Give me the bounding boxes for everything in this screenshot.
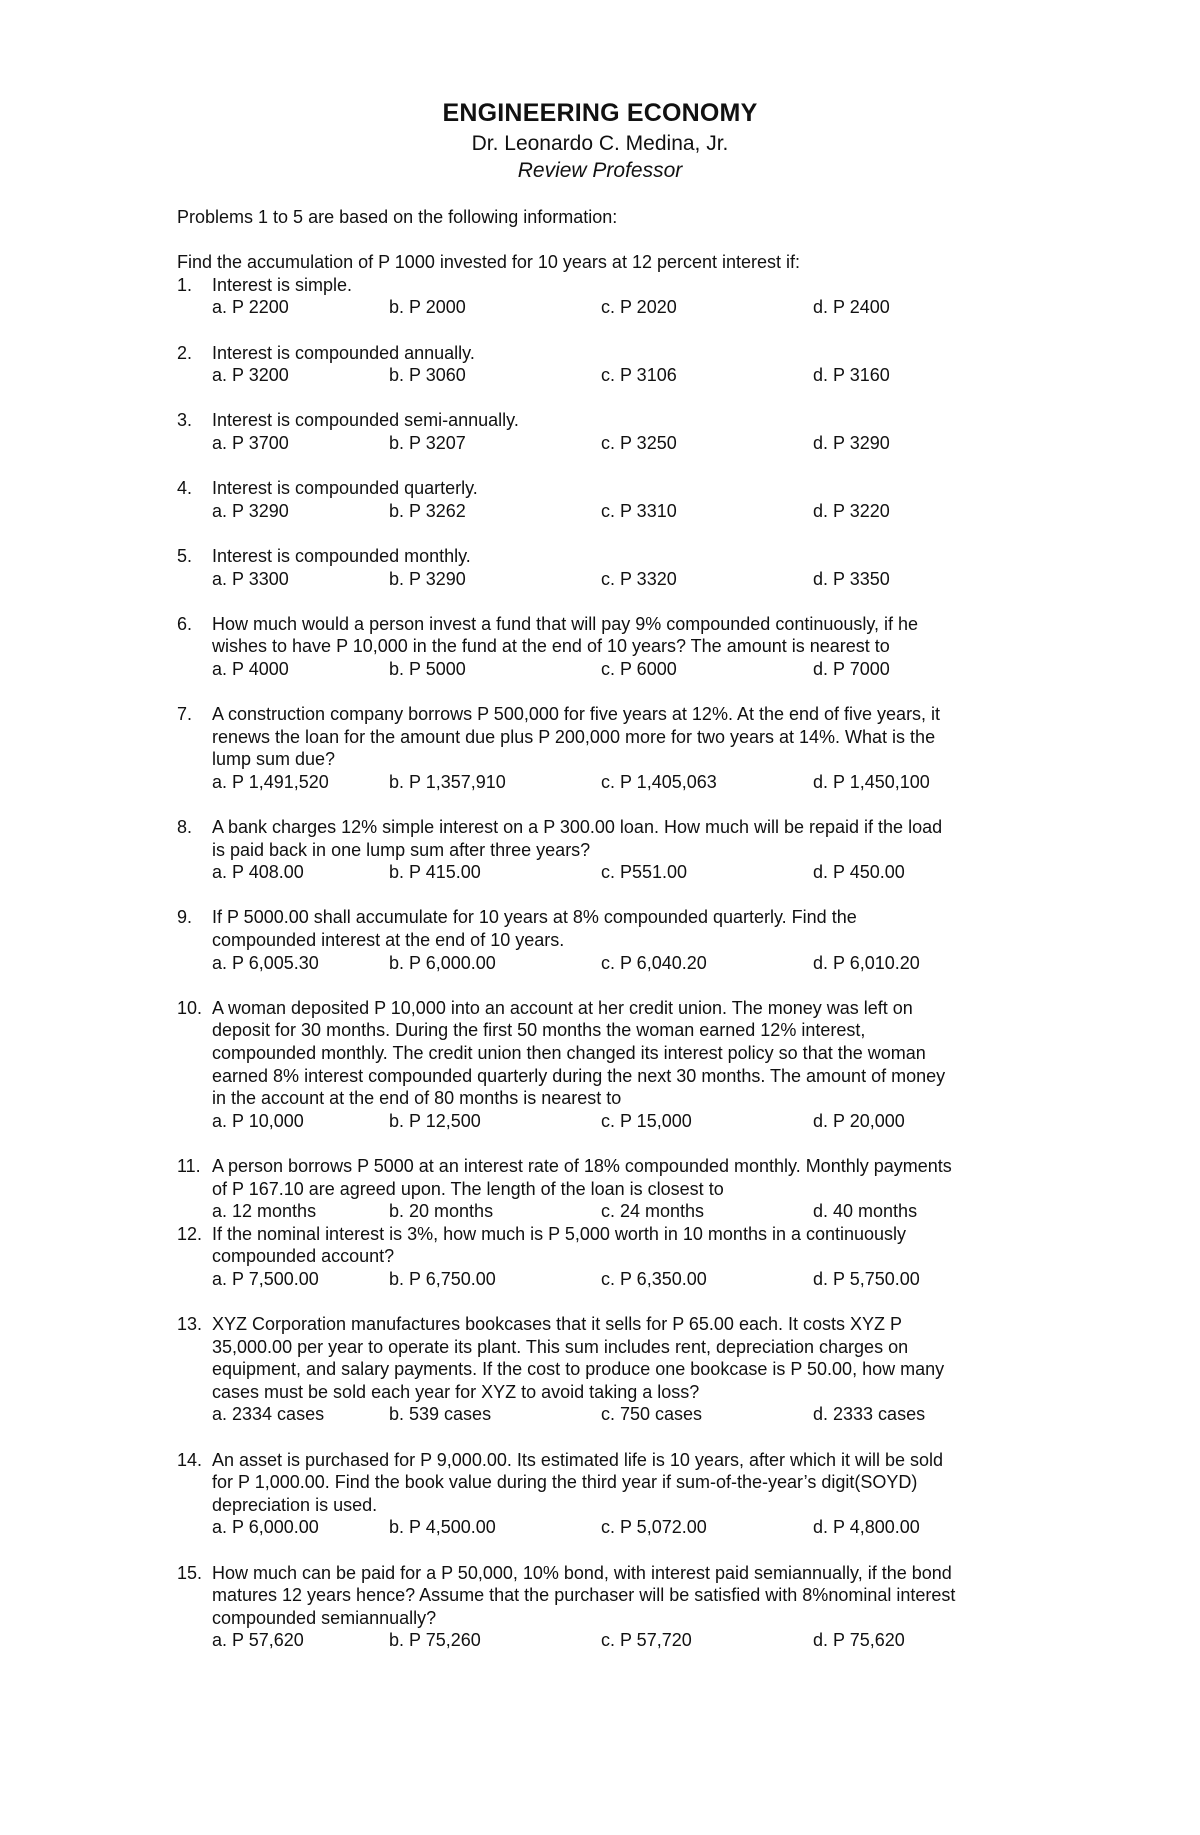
question-number: 9. bbox=[177, 907, 193, 928]
question-text: A construction company borrows P 500,000 for five years at 12%. At the end of five years, it renews the loan for the amount due plus P 200,000 more for two years at 14%. What is the lump sum due? bbox=[212, 704, 941, 770]
question-text: If P 5000.00 shall accumulate for 10 years at 8% compounded quarterly. Find the compounded interest at the end of 10 years. bbox=[212, 907, 857, 950]
choice-row bbox=[212, 296, 1037, 319]
choice-a: a. 2334 cases bbox=[212, 1404, 325, 1425]
question-text: A bank charges 12% simple interest on a P 300.00 loan. How much will be repaid if the load is paid back in one lump sum after three years? bbox=[212, 817, 943, 860]
choice-b: b. P 6,750.00 bbox=[389, 1268, 496, 1289]
question-text: Interest is simple. bbox=[212, 274, 353, 295]
choice-d: d. P 2400 bbox=[813, 297, 890, 318]
question-item bbox=[177, 545, 1037, 590]
author-name: Dr. Leonardo C. Medina, Jr. bbox=[471, 132, 729, 155]
question-item bbox=[177, 342, 1037, 387]
question-item bbox=[177, 1449, 1037, 1539]
question-item bbox=[177, 1155, 1037, 1223]
choice-row bbox=[212, 432, 1037, 455]
choice-a: a. P 3290 bbox=[212, 500, 289, 521]
choice-b: b. P 3207 bbox=[389, 432, 466, 453]
choice-b: b. P 6,000.00 bbox=[389, 952, 496, 973]
question-number: 13. bbox=[177, 1314, 203, 1335]
choice-a: a. P 7,500.00 bbox=[212, 1268, 319, 1289]
choice-d: d. P 450.00 bbox=[813, 862, 905, 883]
choice-b: b. P 3290 bbox=[389, 568, 466, 589]
choice-a: a. 12 months bbox=[212, 1201, 317, 1222]
choice-d: d. P 20,000 bbox=[813, 1110, 905, 1131]
choice-c: c. P 3310 bbox=[601, 500, 677, 521]
choice-c: c. P 6,350.00 bbox=[601, 1268, 707, 1289]
question-text: Interest is compounded semi-annually. bbox=[212, 410, 519, 431]
question-number: 11. bbox=[177, 1155, 201, 1176]
choice-b: b. P 5000 bbox=[389, 658, 466, 679]
question-text: How much would a person invest a fund that will pay 9% compounded continuously, if he wishes to have P 10,000 in the fund at the end of 10 years? The amount is nearest to bbox=[212, 613, 919, 657]
intro-line-2: Find the accumulation of P 1000 invested for 10 years at 12 percent interest if: bbox=[177, 252, 801, 273]
choice-b: b. P 2000 bbox=[389, 297, 466, 318]
choice-a: a. P 6,005.30 bbox=[212, 952, 319, 973]
choice-row bbox=[212, 1516, 1037, 1539]
choice-b: b. P 4,500.00 bbox=[389, 1517, 496, 1538]
choice-a: a. P 57,620 bbox=[212, 1630, 304, 1651]
question-text: How much can be paid for a P 50,000, 10% bond, with interest paid semiannually, if the bond matures 12 years hence? Assume that the purchaser will be satisfied with 8%nominal interest compounded semiannually? bbox=[212, 1562, 956, 1628]
choice-d: d. 2333 cases bbox=[813, 1404, 926, 1425]
question-item bbox=[177, 1313, 1037, 1426]
question-number: 12. bbox=[177, 1223, 203, 1244]
intro-line-1: Problems 1 to 5 are based on the following information: bbox=[177, 207, 618, 227]
choice-d: d. P 75,620 bbox=[813, 1630, 905, 1651]
choice-row bbox=[212, 568, 1037, 591]
choice-a: a. P 3300 bbox=[212, 568, 289, 589]
choice-row bbox=[212, 364, 1037, 387]
choice-c: c. P 6,040.20 bbox=[601, 952, 707, 973]
question-item bbox=[177, 703, 1037, 793]
choice-c: c. P 15,000 bbox=[601, 1110, 692, 1131]
choice-b: b. P 12,500 bbox=[389, 1110, 481, 1131]
choice-d: d. P 4,800.00 bbox=[813, 1517, 920, 1538]
choice-row bbox=[212, 952, 1037, 975]
question-number: 7. bbox=[177, 704, 193, 725]
choice-b: b. P 3262 bbox=[389, 500, 466, 521]
question-item bbox=[177, 409, 1037, 454]
choice-b: b. P 1,357,910 bbox=[389, 771, 506, 792]
question-text: Interest is compounded monthly. bbox=[212, 545, 471, 566]
question-item bbox=[177, 997, 1037, 1133]
question-number: 14. bbox=[177, 1449, 203, 1470]
question-number: 8. bbox=[177, 817, 193, 838]
choice-row bbox=[212, 1200, 1037, 1223]
choice-row bbox=[212, 1110, 1037, 1133]
choice-c: c. P 3250 bbox=[601, 432, 677, 453]
question-text: If the nominal interest is 3%, how much is P 5,000 worth in 10 months in a continuously compounded account? bbox=[212, 1223, 907, 1267]
choice-row bbox=[212, 1403, 1037, 1426]
choice-row bbox=[212, 1268, 1037, 1291]
choice-c: c. P 1,405,063 bbox=[601, 771, 717, 792]
choice-b: b. P 3060 bbox=[389, 365, 466, 386]
question-number: 6. bbox=[177, 613, 193, 634]
choice-d: d. P 6,010.20 bbox=[813, 952, 920, 973]
question-item bbox=[177, 906, 1037, 974]
choice-row bbox=[212, 1629, 1037, 1652]
choice-c: c. P 3106 bbox=[601, 365, 677, 386]
question-item bbox=[177, 816, 1037, 884]
choice-c: c. P 2020 bbox=[601, 297, 677, 318]
question-text: XYZ Corporation manufactures bookcases that it sells for P 65.00 each. It costs XYZ P 35,000.00 per year to operate its plant. This sum includes rent, depreciation charges on equipment, and salary payments. If the cost to produce one bookcase is P 50.00, how many cases must be sold each year for XYZ to avoid taking a loss? bbox=[212, 1314, 945, 1402]
choice-row bbox=[212, 658, 1037, 681]
choice-c: c. 750 cases bbox=[601, 1404, 703, 1425]
choice-b: b. 539 cases bbox=[389, 1404, 492, 1425]
choice-row bbox=[212, 861, 1037, 884]
question-number: 4. bbox=[177, 478, 193, 499]
choice-c: c. P 3320 bbox=[601, 568, 677, 589]
choice-b: b. P 75,260 bbox=[389, 1630, 481, 1651]
choice-a: a. P 1,491,520 bbox=[212, 771, 329, 792]
choice-d: d. P 3350 bbox=[813, 568, 890, 589]
choice-d: d. 40 months bbox=[813, 1201, 918, 1222]
choice-c: c. P 57,720 bbox=[601, 1630, 692, 1651]
choice-c: c. P551.00 bbox=[601, 862, 688, 883]
choice-row bbox=[212, 500, 1037, 523]
question-text: A woman deposited P 10,000 into an account at her credit union. The money was left on deposit for 30 months. During the first 50 months the woman earned 12% interest, compounded monthly. The credit union then changed its interest policy so that the woman earned 8% interest compounded quarterly during the next 30 months. The amount of money in the account at the end of 80 months is nearest to bbox=[212, 997, 946, 1109]
choice-b: b. 20 months bbox=[389, 1201, 494, 1222]
choice-d: d. P 3160 bbox=[813, 365, 890, 386]
question-item bbox=[177, 477, 1037, 522]
question-text: A person borrows P 5000 at an interest rate of 18% compounded monthly. Monthly payments of P 167.10 are agreed upon. The length of the loan is closest to bbox=[212, 1155, 952, 1199]
choice-d: d. P 7000 bbox=[813, 658, 890, 679]
question-item bbox=[177, 613, 1037, 681]
choice-row bbox=[212, 771, 1037, 794]
choice-d: d. P 3220 bbox=[813, 500, 890, 521]
question-item bbox=[177, 274, 1037, 319]
choice-d: d. P 5,750.00 bbox=[813, 1268, 920, 1289]
question-number: 1. bbox=[177, 274, 193, 295]
author-role: Review Professor bbox=[517, 159, 683, 182]
question-item bbox=[177, 1562, 1037, 1652]
question-number: 5. bbox=[177, 545, 193, 566]
question-text: Interest is compounded annually. bbox=[212, 342, 475, 363]
choice-a: a. P 3200 bbox=[212, 365, 289, 386]
choice-b: b. P 415.00 bbox=[389, 862, 481, 883]
choice-c: c. P 6000 bbox=[601, 658, 677, 679]
question-text: An asset is purchased for P 9,000.00. Its estimated life is 10 years, after which it will be sold for P 1,000.00. Find the book value during the third year if sum-of-the-year’s digit(SOYD) depreciation is used. bbox=[212, 1449, 944, 1515]
choice-c: c. 24 months bbox=[601, 1201, 705, 1222]
choice-d: d. P 1,450,100 bbox=[813, 771, 930, 792]
choice-a: a. P 3700 bbox=[212, 432, 289, 453]
choice-c: c. P 5,072.00 bbox=[601, 1517, 707, 1538]
choice-d: d. P 3290 bbox=[813, 432, 890, 453]
choice-a: a. P 4000 bbox=[212, 658, 289, 679]
question-number: 3. bbox=[177, 410, 193, 431]
document-title: ENGINEERING ECONOMY bbox=[442, 99, 758, 127]
choice-a: a. P 408.00 bbox=[212, 862, 304, 883]
question-item bbox=[177, 1223, 1037, 1291]
question-number: 15. bbox=[177, 1562, 203, 1583]
question-text: Interest is compounded quarterly. bbox=[212, 478, 478, 499]
question-number: 2. bbox=[177, 342, 193, 363]
question-list bbox=[177, 274, 1037, 1652]
choice-a: a. P 6,000.00 bbox=[212, 1517, 319, 1538]
question-number: 10. bbox=[177, 997, 203, 1018]
choice-a: a. P 10,000 bbox=[212, 1110, 304, 1131]
document-body bbox=[177, 206, 1037, 1652]
choice-a: a. P 2200 bbox=[212, 297, 289, 318]
document-header bbox=[0, 98, 1200, 184]
